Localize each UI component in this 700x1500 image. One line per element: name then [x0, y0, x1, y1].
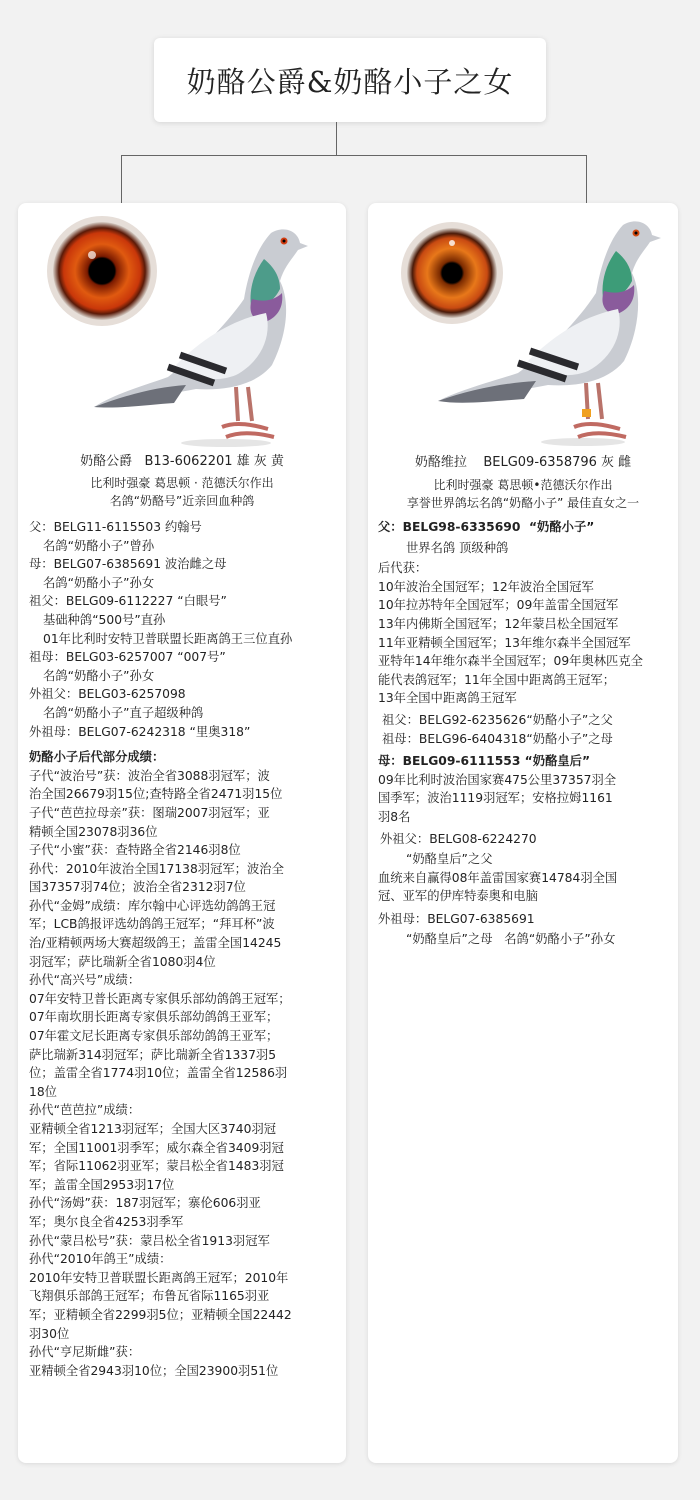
dam-description: 享誉世界鸽坛名鸽“奶酪小子” 最佳直女之一	[406, 496, 640, 510]
result-line: 18位	[29, 1084, 57, 1099]
dam-maternal-grandfather-note: “奶酪皇后”之父	[406, 852, 493, 867]
result-line: 治全国26679羽15位;查特路全省2471羽15位	[29, 787, 283, 802]
dam-father: 父：BELG98-6335690 “奶酪小子”	[378, 520, 595, 534]
result-line: 亚精顿全省2943羽10位；全国23900羽51位	[29, 1363, 279, 1378]
pigeon-icon	[76, 215, 311, 447]
sire-grandfather-note: 基础种鸽“500号”直孙	[43, 612, 166, 627]
dam-breeder: 比利时强豪 葛思顿•范德沃尔作出	[433, 478, 613, 492]
sire-breeder: 比利时强豪 葛思顿 · 范德沃尔作出	[90, 476, 274, 490]
results-list	[29, 767, 346, 1381]
offspring-result-line: 13年内佛斯全国冠军；12年蒙吕松全国冠军	[378, 616, 619, 631]
connector-right-drop	[586, 155, 587, 203]
page-title: 奶酪公爵&奶酪小子之女	[154, 38, 546, 122]
lineage-line: 血统来自赢得08年盖雷国家赛14784羽全国	[378, 870, 618, 885]
connector-left-drop	[121, 155, 122, 203]
sire-card	[18, 203, 346, 1463]
offspring-result-line: 能代表鸽冠军；11年全国中距离鸽王冠军；	[378, 672, 615, 687]
dam-grandfather: 祖父：BELG92-6235626“奶酪小子”之父	[382, 712, 613, 727]
result-line: 亚精顿全省1213羽冠军；全国大区3740羽冠	[29, 1122, 277, 1136]
sire-grandmother-note: 名鸽“奶酪小子”孙女	[43, 668, 155, 683]
result-line: 羽30位	[29, 1326, 70, 1341]
result-line: 治/亚精顿两场大赛超级鸽王；盖雷全国14245	[29, 936, 282, 951]
sire-description: 名鸽“奶酪号”近亲回血种鸽	[109, 494, 255, 508]
sire-photo-area	[18, 203, 346, 448]
offspring-result-line: 10年拉苏特年全国冠军；09年盖雷全国冠军	[378, 598, 619, 613]
connector-horizontal	[121, 155, 587, 156]
sire-name-line: 奶酪公爵 B13-6062201 雄 灰 黄	[80, 454, 284, 469]
sire-grandfather-note2: 01年比利时安特卫普联盟长距离鸽王三位直孙	[43, 631, 293, 646]
result-line: 军；亚精顿全省2299羽5位；亚精顿全国22442	[29, 1307, 292, 1322]
sire-father-note: 名鸽“奶酪小子”曾孙	[43, 538, 155, 553]
result-line: 军；盖雷全国2953羽17位	[29, 1177, 175, 1192]
offspring-result-line: 亚特年14年维尔森半全国冠军；09年奥林匹克全	[378, 654, 643, 669]
offspring-result-line: 11年亚精顿全国冠军；13年维尔森半全国冠军	[378, 635, 631, 650]
result-line: 2010年安特卫普联盟长距离鸽王冠军；2010年	[29, 1270, 289, 1285]
offspring-list	[378, 578, 678, 708]
result-line: 子代“波治号”获：波治全省3088羽冠军；波	[29, 768, 270, 783]
result-line: 07年霍文尼长距离专家俱乐部幼鸽鸽王亚军；	[29, 1029, 279, 1044]
result-line: 位；盖雷全省1774羽10位；盖雷全省12586羽	[29, 1066, 288, 1081]
result-line: 孙代“高兴号”成绩：	[29, 973, 141, 988]
connector-vertical-top	[336, 122, 337, 155]
sire-maternal-grandmother: 外祖母：BELG07-6242318 “里奥318”	[29, 724, 251, 739]
result-line: 国37357羽74位；波治全省2312羽7位	[29, 880, 246, 895]
dam-grandmother: 祖母：BELG96-6404318“奶酪小子”之母	[382, 731, 613, 746]
dam-maternal-grandfather: 外祖父：BELG08-6224270	[380, 831, 537, 846]
sire-father: 父：BELG11-6115503 约翰号	[29, 520, 202, 534]
result-line: 孙代：2010年波治全国17138羽冠军；波治全	[29, 861, 284, 876]
results-heading: 奶酪小子后代部分成绩：	[29, 750, 165, 765]
result-line: 军；全国11001羽季军；威尔森全省3409羽冠	[29, 1140, 284, 1155]
result-line: 07年安特卫普长距离专家俱乐部幼鸽鸽王冠军；	[29, 991, 291, 1006]
sire-maternal-grandfather: 外祖父：BELG03-6257098	[29, 687, 186, 702]
result-line: 军；奥尔良全省4253羽季军	[29, 1214, 184, 1229]
offspring-result-line: 10年波治全国冠军；12年波治全国冠军	[378, 579, 594, 594]
result-line: 孙代“蒙吕松号”获：蒙吕松全省1913羽冠军	[29, 1233, 270, 1248]
pigeon-icon	[418, 213, 663, 447]
mgf-lineage	[378, 869, 678, 906]
dam-mother: 母：BELG09-6111553 “奶酪皇后”	[378, 754, 591, 769]
mother-result-line: 09年比利时波治国家赛475公里37357羽全	[378, 772, 617, 787]
dam-father-note: 世界名鸽 顶级种鸽	[406, 540, 509, 555]
dam-name-line: 奶酪维拉 BELG09-6358796 灰 雌	[414, 455, 632, 470]
dam-maternal-grandmother: 外祖母：BELG07-6385691	[378, 911, 535, 926]
result-line: 孙代“2010年鸽王”成绩：	[29, 1252, 172, 1267]
mother-result-line: 国季军；波治1119羽冠军；安格拉姆1161	[378, 791, 613, 806]
offspring-result-line: 13年全国中距离鸽王冠军	[378, 691, 517, 706]
result-line: 07年南坎朋长距离专家俱乐部幼鸽鸽王亚军；	[29, 1010, 279, 1025]
result-line: 军；省际11062羽亚军；蒙吕松全省1483羽冠	[29, 1159, 284, 1174]
mother-results	[378, 771, 678, 827]
sire-mother: 母：BELG07-6385691 波治雌之母	[29, 557, 227, 572]
result-line: 精顿全国23078羽36位	[29, 824, 158, 839]
result-line: 孙代“芭芭拉”成绩：	[29, 1103, 141, 1118]
dam-maternal-grandmother-note: “奶酪皇后”之母 名鸽“奶酪小子”孙女	[406, 932, 616, 947]
offspring-label: 后代获：	[378, 561, 428, 576]
sire-grandfather: 祖父：BELG09-6112227 “白眼号”	[29, 594, 227, 609]
result-line: 子代“芭芭拉母亲”获：图瑞2007羽冠军；亚	[29, 805, 270, 820]
mother-result-line: 羽8名	[378, 809, 411, 824]
sire-maternal-grandfather-note: 名鸽“奶酪小子”直子超级种鸽	[43, 705, 204, 720]
sire-mother-note: 名鸽“奶酪小子”孙女	[43, 575, 155, 590]
result-line: 孙代“汤姆”获：187羽冠军；寨伦606羽亚	[29, 1196, 261, 1211]
result-line: 萨比瑞新314羽冠军；萨比瑞新全省1337羽5	[29, 1047, 277, 1062]
result-line: 飞翔俱乐部鸽王冠军；布鲁瓦省际1165羽亚	[29, 1289, 270, 1304]
result-line: 孙代“金姆”成绩：库尔翰中心评选幼鸽鸽王冠	[29, 898, 276, 913]
sire-grandmother: 祖母：BELG03-6257007 “007号”	[29, 650, 226, 665]
lineage-line: 冠、亚军的伊库特泰奥和电脑	[378, 889, 538, 904]
dam-card	[368, 203, 678, 1463]
dam-photo-area	[368, 203, 678, 448]
result-line: 孙代“亨尼斯雌”获：	[29, 1345, 141, 1360]
result-line: 军；LCB鸽报评选幼鸽鸽王冠军；“拜耳杯”波	[29, 917, 275, 932]
result-line: 子代“小蜜”获：查特路全省2146羽8位	[29, 843, 241, 858]
result-line: 羽冠军；萨比瑞新全省1080羽4位	[29, 954, 216, 969]
